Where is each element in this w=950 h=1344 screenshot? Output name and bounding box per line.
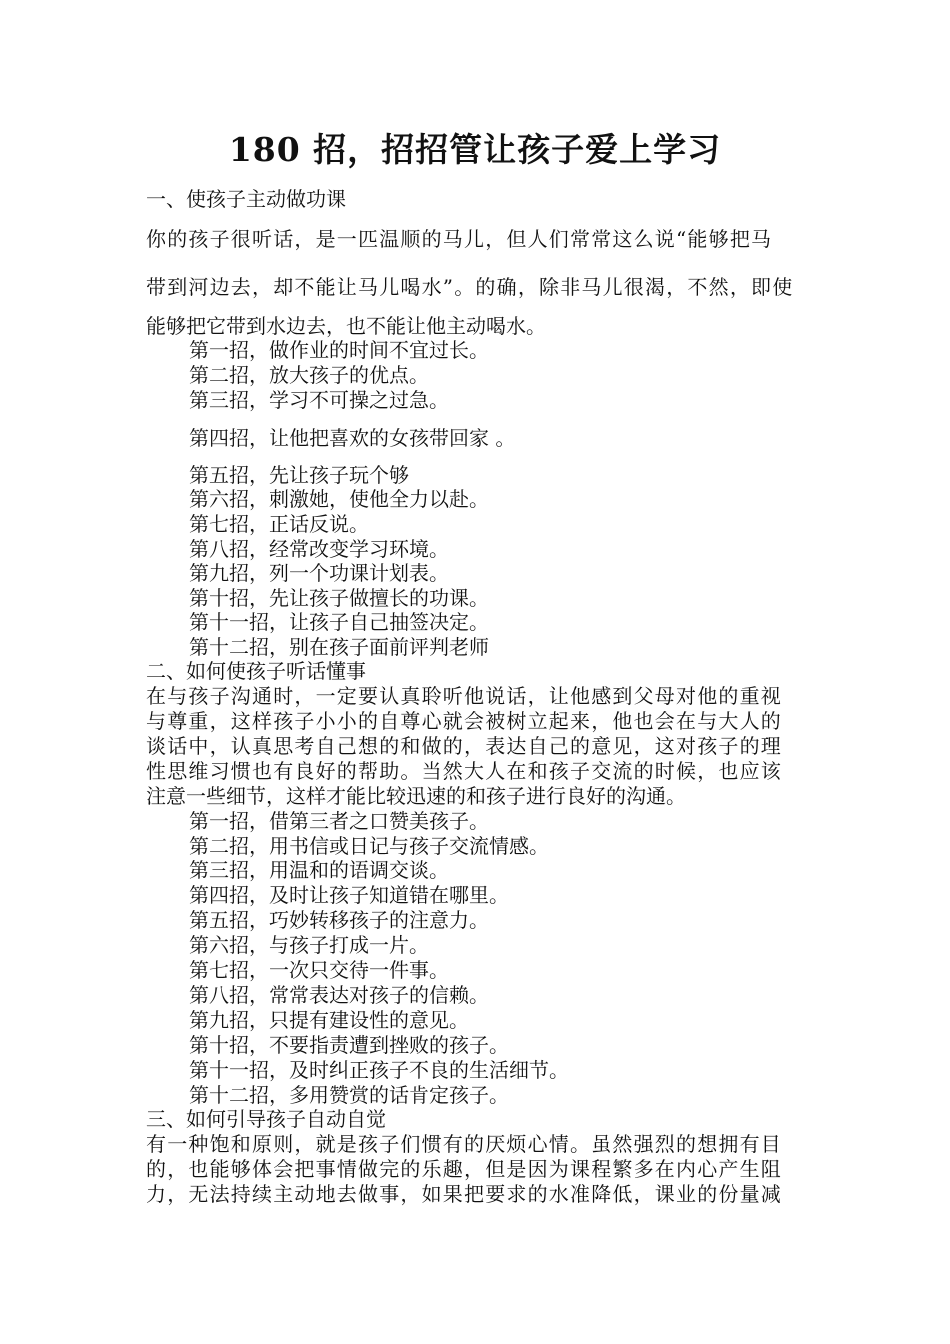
tip-item: 第二招，放大孩子的优点。 xyxy=(189,363,429,387)
tip-item: 第四招，让他把喜欢的女孩带回家 。 xyxy=(189,426,516,450)
tip-item: 第六招，刺激她，使他全力以赴。 xyxy=(189,487,489,511)
tip-item: 第十一招，及时纠正孩子不良的生活细节。 xyxy=(189,1058,569,1082)
tip-item: 第二招，用书信或日记与孩子交流情感。 xyxy=(189,834,549,858)
paragraph-line: 注意一些细节，这样才能比较迅速的和孩子进行良好的沟通。 xyxy=(146,784,686,808)
section-heading: 二、如何使孩子听话懂事 xyxy=(146,659,366,683)
tip-item: 第三招，学习不可操之过急。 xyxy=(189,388,449,412)
tip-item: 第五招，先让孩子玩个够 xyxy=(189,463,409,487)
paragraph-line: 与尊重，这样孩子小小的自尊心就会被树立起来，他也会在与大人的 xyxy=(146,709,782,733)
tip-item: 第七招，一次只交待一件事。 xyxy=(189,958,449,982)
tip-item: 第六招，与孩子打成一片。 xyxy=(189,933,429,957)
tip-item: 第十一招，让孩子自己抽签决定。 xyxy=(189,610,489,634)
tip-item: 第八招，常常表达对孩子的信赖。 xyxy=(189,983,489,1007)
tip-item: 第十二招，别在孩子面前评判老师 xyxy=(189,635,489,659)
tip-item: 第四招，及时让孩子知道错在哪里。 xyxy=(189,883,509,907)
paragraph-line: 你的孩子很听话，是一匹温顺的马儿，但人们常常这么说“能够把马 xyxy=(146,227,773,251)
paragraph-line: 能够把它带到水边去，也不能让他主动喝水。 xyxy=(146,314,546,338)
tip-item: 第五招，巧妙转移孩子的注意力。 xyxy=(189,908,489,932)
tip-item: 第十招，不要指责遭到挫败的孩子。 xyxy=(189,1033,509,1057)
paragraph-line: 带到河边去，却不能让马儿喝水”。的确，除非马儿很渴，不然，即使 xyxy=(146,275,794,299)
paragraph-line: 谈话中，认真思考自己想的和做的，表达自己的意见，这对孩子的理 xyxy=(146,734,782,758)
tip-item: 第十招，先让孩子做擅长的功课。 xyxy=(189,586,489,610)
paragraph-line: 的，也能够体会把事情做完的乐趣，但是因为课程繁多在内心产生阻 xyxy=(146,1157,782,1181)
tip-item: 第八招，经常改变学习环境。 xyxy=(189,537,449,561)
tip-item: 第七招，正话反说。 xyxy=(189,512,369,536)
document-title: 180 招，招招管让孩子爱上学习 xyxy=(228,130,722,169)
tip-item: 第一招，做作业的时间不宜过长。 xyxy=(189,338,489,362)
tip-item: 第一招，借第三者之口赞美孩子。 xyxy=(189,809,489,833)
paragraph-line: 在与孩子沟通时，一定要认真聆听他说话，让他感到父母对他的重视 xyxy=(146,684,782,708)
paragraph-line: 力，无法持续主动地去做事，如果把要求的水准降低，课业的份量减 xyxy=(146,1182,782,1206)
paragraph-line: 有一种饱和原则，就是孩子们惯有的厌烦心情。虽然强烈的想拥有目 xyxy=(146,1132,782,1156)
tip-item: 第十二招，多用赞赏的话肯定孩子。 xyxy=(189,1083,509,1107)
section-heading: 一、使孩子主动做功课 xyxy=(146,187,346,211)
section-heading: 三、如何引导孩子自动自觉 xyxy=(146,1107,386,1131)
paragraph-line: 性思维习惯也有良好的帮助。当然大人在和孩子交流的时候，也应该 xyxy=(146,759,782,783)
tip-item: 第九招，列一个功课计划表。 xyxy=(189,561,449,585)
tip-item: 第九招，只提有建设性的意见。 xyxy=(189,1008,469,1032)
tip-item: 第三招，用温和的语调交谈。 xyxy=(189,858,449,882)
